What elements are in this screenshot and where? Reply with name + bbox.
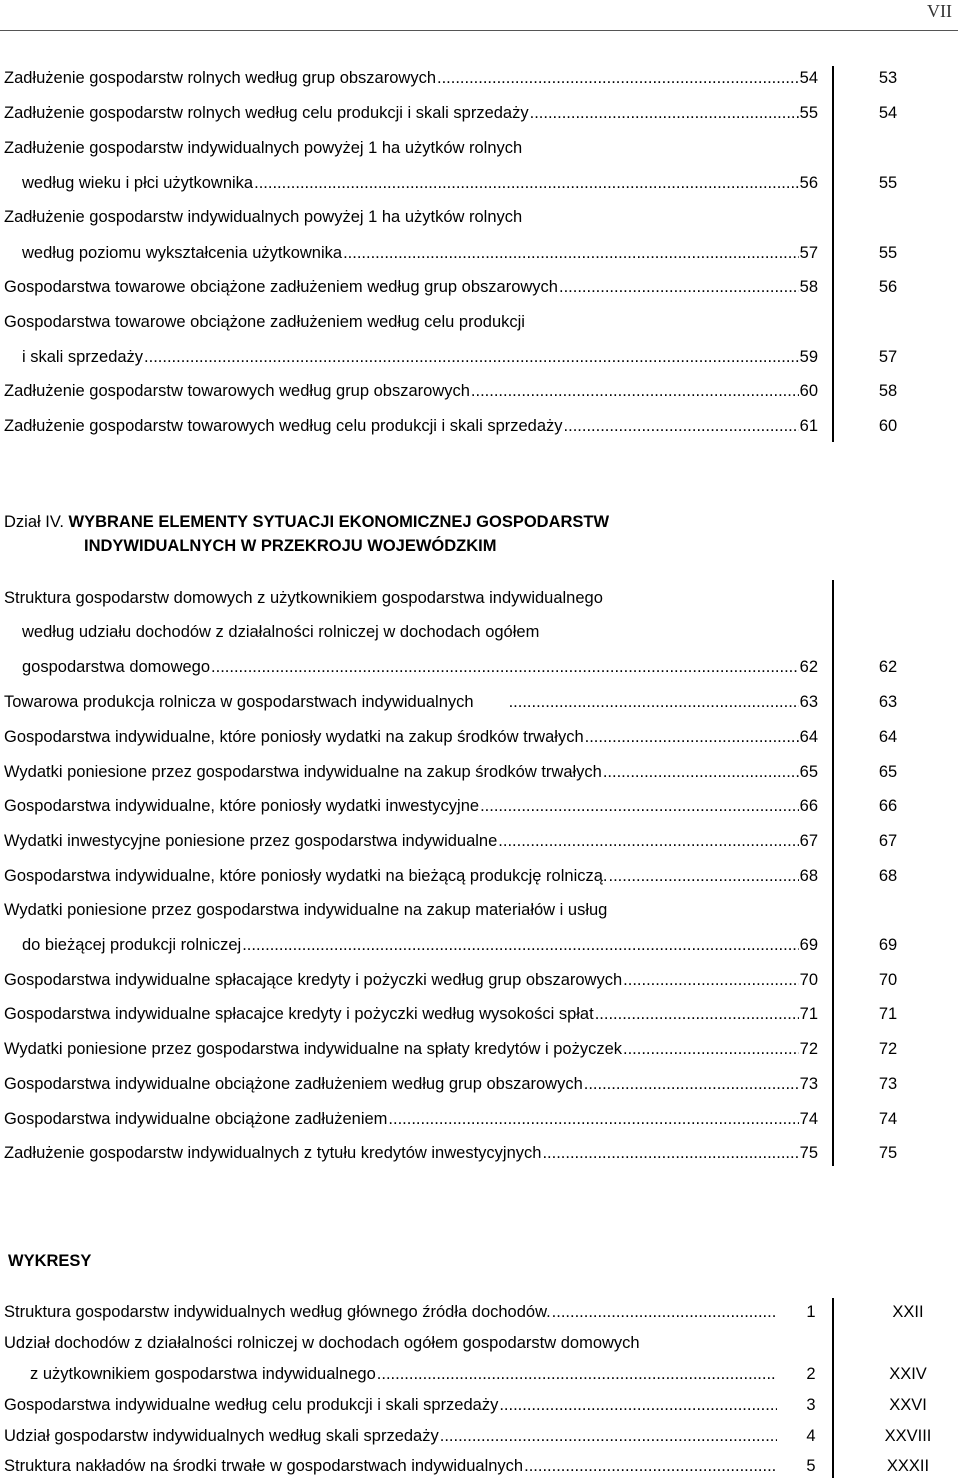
toc-entry-table-number: 58 [878, 382, 898, 400]
toc-entry-title: Gospodarstwa indywidualne, które poniosły wydatki na zakup środków trwałych [4, 728, 584, 746]
toc-entry-table-number: 65 [878, 763, 898, 781]
toc-entry-page: 75 [799, 1144, 818, 1162]
toc-entry-table-number: 69 [878, 936, 898, 954]
dot-leader [603, 761, 799, 783]
toc-entry-page: 54 [799, 69, 818, 87]
toc-entry-title: Gospodarstwa indywidualne, które poniosły wydatki na bieżącą produkcję rolniczą. [4, 867, 608, 885]
toc-entry[interactable] [22, 346, 818, 368]
toc-entry-table-number: 54 [878, 104, 898, 122]
toc-entry-table-number: 71 [878, 1005, 898, 1023]
toc-entry-title: według wieku i płci użytkownika [22, 174, 254, 192]
dot-leader [388, 1108, 798, 1130]
toc-entry-page: 56 [799, 174, 818, 192]
toc-entry-table-number: 56 [878, 278, 898, 296]
toc-entry[interactable] [4, 102, 818, 124]
toc-entry-title: Wydatki poniesione przez gospodarstwa indywidualne na zakup środków trwałych [4, 763, 602, 781]
toc-entry[interactable] [4, 691, 818, 713]
toc-entry[interactable] [4, 830, 818, 852]
toc-entry[interactable] [4, 1394, 778, 1416]
dot-leader [471, 380, 799, 402]
toc-entry-table-number: 67 [878, 832, 898, 850]
dot-leader [440, 1425, 777, 1447]
toc-entry-title: i skali sprzedaży [22, 348, 144, 366]
toc-entry-chart-page: XXII [892, 1303, 924, 1321]
dot-leader [437, 67, 799, 89]
toc-entry-page: 59 [799, 348, 818, 366]
toc-entry-table-number: 75 [878, 1144, 898, 1162]
dot-leader [559, 276, 799, 298]
dot-leader [144, 346, 799, 368]
toc-entry[interactable] [4, 276, 818, 298]
toc-entry-page: 61 [799, 417, 818, 435]
toc-entry[interactable] [4, 761, 818, 783]
toc-entry-title: z użytkownikiem gospodarstwa indywidualnego [30, 1365, 376, 1383]
toc-entry-table-number: 55 [878, 174, 898, 192]
toc-entry-title: Gospodarstwa indywidualne obciążone zadłużeniem [4, 1110, 388, 1128]
toc-entry-title: Zadłużenie gospodarstw towarowych według celu produkcji i skali sprzedaży [4, 417, 563, 435]
toc-entry[interactable] [4, 67, 818, 89]
section-heading-line [4, 511, 609, 533]
dot-leader [498, 830, 798, 852]
toc-entry[interactable] [4, 865, 818, 887]
toc-entry-page: 66 [799, 797, 818, 815]
toc-entry[interactable] [4, 1425, 778, 1447]
toc-entry-table-number: 63 [878, 693, 898, 711]
toc-entry-table-number: 57 [878, 348, 898, 366]
column-separator [832, 66, 834, 442]
toc-entry[interactable] [4, 380, 818, 402]
header-rule [0, 30, 958, 31]
toc-entry-table-number: 73 [878, 1075, 898, 1093]
section-heading-title-line2: INDYWIDUALNYCH W PRZEKROJU WOJEWÓDZKIM [84, 537, 497, 555]
toc-entry[interactable] [4, 1108, 818, 1130]
toc-entry[interactable] [22, 934, 818, 956]
toc-entry-title: Zadłużenie gospodarstw indywidualnych z tytułu kredytów inwestycyjnych [4, 1144, 542, 1162]
toc-entry-title: Gospodarstwa indywidualne spłacajce kredyty i pożyczki według wysokości spłat [4, 1005, 594, 1023]
toc-entry[interactable] [4, 1301, 778, 1323]
dot-leader [343, 242, 799, 264]
dot-leader [524, 1455, 777, 1477]
toc-entry-title: gospodarstwa domowego [22, 658, 211, 676]
toc-entry-page: 55 [799, 104, 818, 122]
toc-entry-page: 64 [799, 728, 818, 746]
toc-entry[interactable] [22, 242, 818, 264]
toc-entry-table-number: 60 [878, 417, 898, 435]
toc-entry-title-line: Wydatki poniesione przez gospodarstwa indywidualne na zakup materiałów i usług [4, 901, 608, 919]
toc-entry[interactable] [30, 1363, 778, 1385]
charts-heading: WYKRESY [8, 1252, 92, 1270]
toc-entry-chart-page: XXVI [889, 1396, 927, 1414]
toc-entry-title: Zadłużenie gospodarstw rolnych według grup obszarowych [4, 69, 436, 87]
toc-entry-table-number: 62 [878, 658, 898, 676]
toc-entry-page: 73 [799, 1075, 818, 1093]
dot-leader [211, 656, 799, 678]
toc-entry-title-line: według udziału dochodów z działalności rolniczej w dochodach ogółem [22, 623, 540, 641]
dot-leader [595, 1003, 799, 1025]
toc-entry-title: Gospodarstwa indywidualne obciążone zadłużeniem według grup obszarowych [4, 1075, 583, 1093]
toc-entry-title: Struktura gospodarstw indywidualnych według głównego źródła dochodów. [4, 1303, 551, 1321]
section-heading-title: WYBRANE ELEMENTY SYTUACJI EKONOMICZNEJ GOSPODARSTW [68, 513, 610, 531]
toc-entry-page: 65 [799, 763, 818, 781]
dot-leader [542, 1142, 798, 1164]
toc-entry-title: Zadłużenie gospodarstw rolnych według celu produkcji i skali sprzedaży [4, 104, 529, 122]
dot-leader [564, 415, 799, 437]
toc-entry-page: 5 [806, 1457, 816, 1475]
toc-entry-chart-page: XXIV [889, 1365, 927, 1383]
column-separator [832, 580, 834, 1166]
dot-leader [530, 102, 799, 124]
toc-entry[interactable] [4, 1038, 818, 1060]
toc-entry-title: Zadłużenie gospodarstw towarowych według grup obszarowych [4, 382, 470, 400]
toc-entry-title: Wydatki poniesione przez gospodarstwa indywidualne na spłaty kredytów i pożyczek [4, 1040, 623, 1058]
toc-entry-page: 70 [799, 971, 818, 989]
section-heading-prefix: Dział IV. [4, 513, 64, 531]
toc-entry-title: Udział gospodarstw indywidualnych według skali sprzedaży [4, 1427, 439, 1445]
toc-entry[interactable] [22, 656, 818, 678]
toc-entry-table-number: 72 [878, 1040, 898, 1058]
toc-entry-title: Gospodarstwa towarowe obciążone zadłużeniem według grup obszarowych [4, 278, 558, 296]
toc-entry-page: 4 [806, 1427, 816, 1445]
toc-entry-title: Gospodarstwa indywidualne według celu produkcji i skali sprzedaży [4, 1396, 499, 1414]
toc-entry-table-number: 70 [878, 971, 898, 989]
toc-entry-page: 69 [799, 936, 818, 954]
toc-entry-table-number: 68 [878, 867, 898, 885]
dot-leader [609, 865, 799, 887]
toc-entry[interactable] [4, 795, 818, 817]
toc-entry-title: do bieżącej produkcji rolniczej [22, 936, 242, 954]
toc-entry[interactable] [4, 415, 818, 437]
dot-leader [623, 969, 798, 991]
toc-entry-table-number: 66 [878, 797, 898, 815]
toc-entry-page: 74 [799, 1110, 818, 1128]
toc-entry-page: 72 [799, 1040, 818, 1058]
dot-leader [480, 795, 799, 817]
toc-entry-page: 60 [799, 382, 818, 400]
toc-entry[interactable] [4, 1455, 778, 1477]
toc-entry-page: 62 [799, 658, 818, 676]
toc-entry-title: według poziomu wykształcenia użytkownika [22, 244, 343, 262]
toc-entry-page: 2 [806, 1365, 816, 1383]
toc-entry-title-line: Udział dochodów z działalności rolniczej w dochodach ogółem gospodarstw domowych [4, 1334, 640, 1352]
dot-leader [254, 172, 799, 194]
toc-entry-title: Wydatki inwestycyjne poniesione przez gospodarstwa indywidualne [4, 832, 498, 850]
page-number: VII [927, 1, 952, 21]
toc-entry[interactable] [4, 969, 818, 991]
dot-leader [623, 1038, 799, 1060]
column-separator [832, 1298, 834, 1478]
toc-entry-title: Towarowa produkcja rolnicza w gospodarstwach indywidualnych [4, 693, 474, 711]
toc-entry[interactable] [4, 1142, 818, 1164]
toc-entry-page: 3 [806, 1396, 816, 1414]
toc-entry-chart-page: XXVIII [884, 1427, 932, 1445]
dot-leader [242, 934, 798, 956]
toc-entry[interactable] [4, 1003, 818, 1025]
toc-entry-title-line: Zadłużenie gospodarstw indywidualnych powyżej 1 ha użytków rolnych [4, 139, 523, 157]
dot-leader [585, 726, 799, 748]
toc-entry-chart-page: XXXII [886, 1457, 930, 1475]
toc-entry-title-line: Zadłużenie gospodarstw indywidualnych powyżej 1 ha użytków rolnych [4, 208, 523, 226]
toc-entry-title: Gospodarstwa indywidualne, które poniosły wydatki inwestycyjne [4, 797, 480, 815]
toc-entry-title: Gospodarstwa indywidualne spłacające kredyty i pożyczki według grup obszarowych [4, 971, 623, 989]
dot-leader [499, 1394, 777, 1416]
toc-entry-title-line: Gospodarstwa towarowe obciążone zadłużeniem według celu produkcji [4, 313, 525, 331]
toc-entry[interactable] [4, 1073, 818, 1095]
dot-leader [584, 1073, 799, 1095]
toc-entry-page: 68 [799, 867, 818, 885]
toc-entry-page: 1 [806, 1303, 816, 1321]
toc-entry-page: 58 [799, 278, 818, 296]
toc-entry-page: 57 [799, 244, 818, 262]
toc-entry-table-number: 55 [878, 244, 898, 262]
dot-leader [377, 1363, 777, 1385]
dot-leader [552, 1301, 777, 1323]
toc-entry-table-number: 74 [878, 1110, 898, 1128]
dot-leader [509, 691, 799, 713]
toc-entry-title: Struktura nakładów na środki trwałe w gospodarstwach indywidualnych [4, 1457, 524, 1475]
toc-entry-page: 63 [799, 693, 818, 711]
toc-entry[interactable] [4, 726, 818, 748]
toc-entry-page: 71 [799, 1005, 818, 1023]
toc-entry-table-number: 53 [878, 69, 898, 87]
toc-entry-title-line: Struktura gospodarstw domowych z użytkownikiem gospodarstwa indywidualnego [4, 589, 603, 607]
toc-entry-page: 67 [799, 832, 818, 850]
toc-entry[interactable] [22, 172, 818, 194]
toc-entry-table-number: 64 [878, 728, 898, 746]
